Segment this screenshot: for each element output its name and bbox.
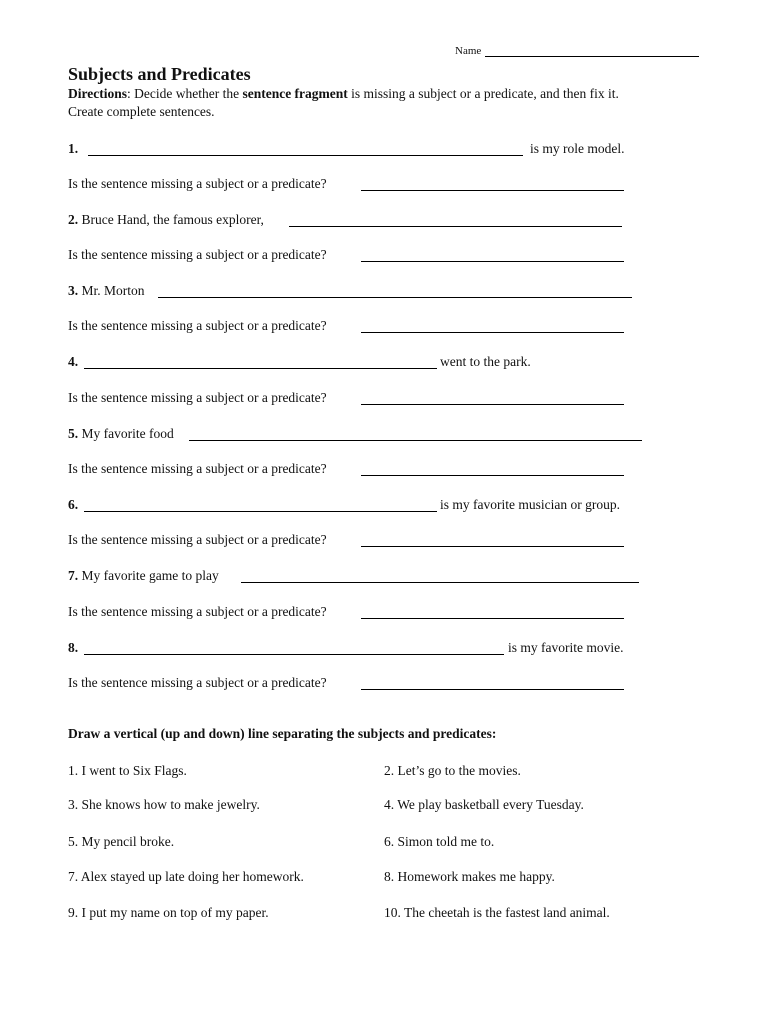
item-2-answer-blank[interactable]: [361, 261, 624, 262]
item-number: 2.: [68, 212, 79, 227]
sentence-5[interactable]: 5. My pencil broke.: [68, 834, 175, 849]
item-4-text-after: went to the park.: [440, 354, 531, 369]
item-8-question: Is the sentence missing a subject or a predicate?: [68, 675, 327, 690]
directions-bold: sentence fragment: [242, 86, 348, 101]
item-7-question: Is the sentence missing a subject or a predicate?: [68, 604, 327, 619]
item-4-answer-blank[interactable]: [361, 404, 624, 405]
item-7-answer-blank[interactable]: [361, 618, 624, 619]
sentence-3[interactable]: 3. She knows how to make jewelry.: [68, 797, 260, 812]
item-6-answer-blank[interactable]: [361, 546, 624, 547]
item-number: 7.: [68, 568, 79, 583]
sentence-1[interactable]: 1. I went to Six Flags.: [68, 763, 187, 778]
item-6-blank[interactable]: [84, 511, 437, 512]
sentence-2[interactable]: 2. Let’s go to the movies.: [384, 763, 521, 778]
item-5-text-before: My favorite food: [81, 426, 174, 441]
name-blank-line[interactable]: [485, 45, 699, 57]
item-1-blank[interactable]: [88, 155, 523, 156]
sentence-7[interactable]: 7. Alex stayed up late doing her homework.: [68, 869, 304, 884]
item-6-number: [68, 497, 78, 513]
directions-text-2: is missing a subject or a predicate, and then fix it.: [347, 86, 619, 101]
name-field[interactable]: [455, 45, 699, 57]
section-2-heading: Draw a vertical (up and down) line separating the subjects and predicates:: [68, 726, 497, 741]
item-7-line: [68, 568, 219, 584]
directions-label: Directions: [68, 86, 127, 101]
item-5-question: Is the sentence missing a subject or a predicate?: [68, 461, 327, 476]
item-4-blank[interactable]: [84, 368, 437, 369]
item-number: 5.: [68, 426, 79, 441]
item-4-question: Is the sentence missing a subject or a predicate?: [68, 390, 327, 405]
item-8-blank[interactable]: [84, 654, 504, 655]
item-7-blank[interactable]: [241, 582, 639, 583]
item-2-text-before: Bruce Hand, the famous explorer,: [81, 212, 264, 227]
item-2-line: [68, 212, 264, 228]
sentence-4[interactable]: 4. We play basketball every Tuesday.: [384, 797, 584, 812]
sentence-10[interactable]: 10. The cheetah is the fastest land animal.: [384, 905, 610, 920]
item-number: 4.: [68, 354, 79, 369]
item-1-answer-blank[interactable]: [361, 190, 624, 191]
item-number: 1.: [68, 141, 79, 156]
directions-text-1: : Decide whether the: [127, 86, 243, 101]
item-number: 3.: [68, 283, 79, 298]
item-5-line: [68, 426, 174, 442]
item-7-text-before: My favorite game to play: [81, 568, 219, 583]
item-3-text-before: Mr. Morton: [81, 283, 145, 298]
page-title: Subjects and Predicates: [68, 64, 251, 84]
item-2-blank[interactable]: [289, 226, 622, 227]
item-1-question: Is the sentence missing a subject or a predicate?: [68, 176, 327, 191]
item-3-line: [68, 283, 145, 299]
item-6-question: Is the sentence missing a subject or a predicate?: [68, 532, 327, 547]
item-4-number: [68, 354, 78, 370]
item-3-question: Is the sentence missing a subject or a predicate?: [68, 318, 327, 333]
item-6-text-after: is my favorite musician or group.: [440, 497, 620, 512]
item-2-question: Is the sentence missing a subject or a predicate?: [68, 247, 327, 262]
sentence-9[interactable]: 9. I put my name on top of my paper.: [68, 905, 269, 920]
directions-line-2: Create complete sentences.: [68, 104, 215, 119]
item-number: 6.: [68, 497, 79, 512]
directions-line-1: [68, 86, 619, 102]
item-3-answer-blank[interactable]: [361, 332, 624, 333]
item-5-blank[interactable]: [189, 440, 642, 441]
item-1-number: [68, 141, 78, 157]
item-8-number: [68, 640, 78, 656]
name-label: Name: [455, 45, 482, 57]
item-1-text-after: is my role model.: [530, 141, 625, 156]
sentence-6[interactable]: 6. Simon told me to.: [384, 834, 495, 849]
item-5-answer-blank[interactable]: [361, 475, 624, 476]
item-3-blank[interactable]: [158, 297, 632, 298]
sentence-8[interactable]: 8. Homework makes me happy.: [384, 869, 555, 884]
item-8-answer-blank[interactable]: [361, 689, 624, 690]
item-8-text-after: is my favorite movie.: [508, 640, 624, 655]
item-number: 8.: [68, 640, 79, 655]
